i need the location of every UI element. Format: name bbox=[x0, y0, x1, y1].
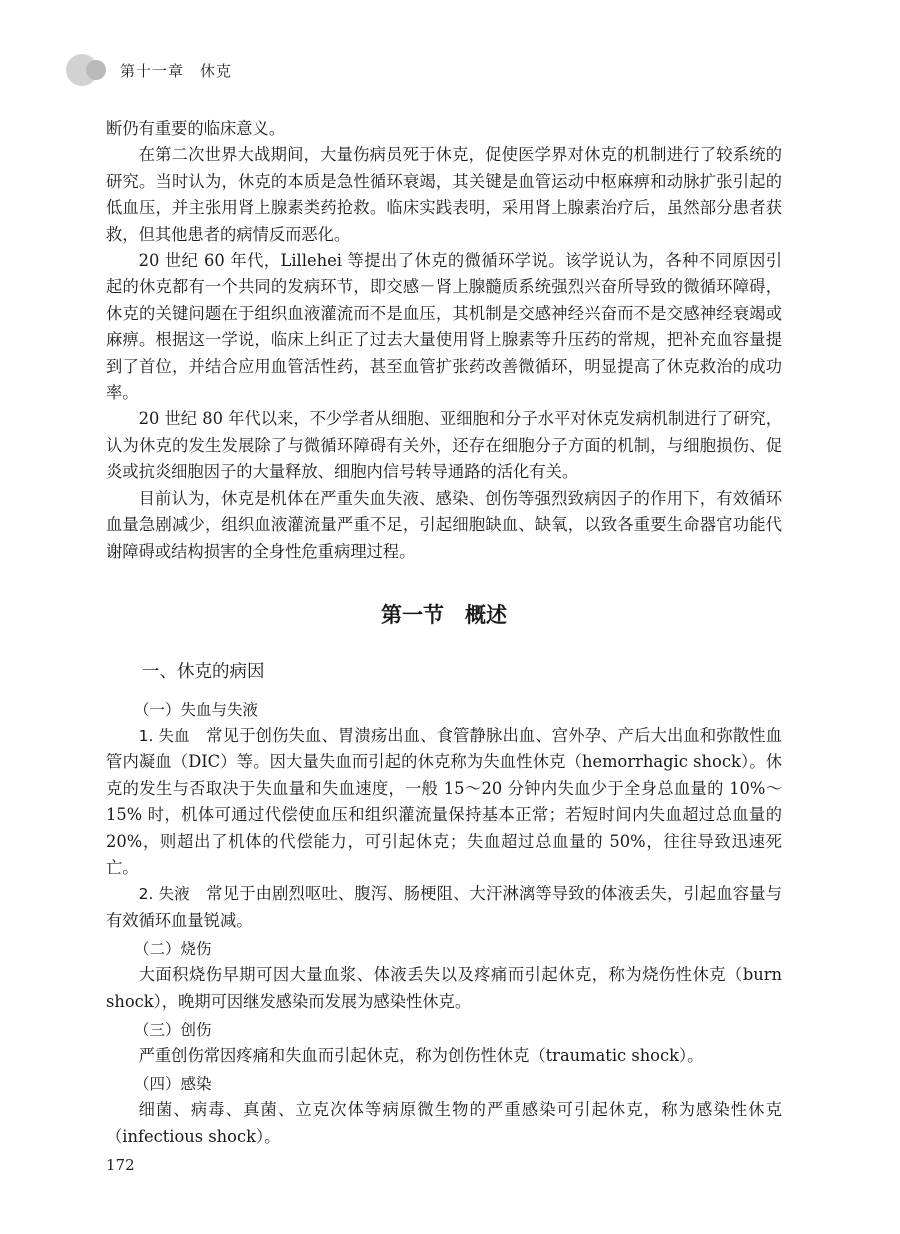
item-fluid-loss bbox=[106, 881, 782, 934]
subheading-trauma: （三）创伤 bbox=[134, 1020, 212, 1039]
chapter-circle-icon bbox=[66, 54, 112, 86]
paragraph-microcirculation: 20 世纪 60 年代，Lillehei 等提出了休克的微循环学说。该学说认为，各种不同原因引起的休克都有一个共同的发病环节，即交感－肾上腺髓质系统强烈兴奋所导致的微循环障碍，休克的关键问题在于组织血液灌流而不是血压，其机制是交感神经兴奋而不是交感神经衰竭或麻痹。根据这一学说，临床上纠正了过去大量使用肾上腺素等升压药的常规，把补充血容量提到了首位，并结合应用血管活性药，甚至血管扩张药改善微循环，明显提高了休克救治的成功率。 bbox=[106, 251, 782, 403]
subheading-blood-fluid-loss: （一）失血与失液 bbox=[134, 700, 259, 719]
page-body bbox=[106, 116, 782, 1150]
paragraph-continuation: 断仍有重要的临床意义。 bbox=[106, 119, 286, 138]
page-number: 172 bbox=[106, 1156, 135, 1174]
section-title: 第一节 概述 bbox=[381, 602, 507, 627]
heading-causes: 一、休克的病因 bbox=[142, 661, 265, 682]
running-header bbox=[66, 54, 232, 86]
paragraph-infection: 细菌、病毒、真菌、立克次体等病原微生物的严重感染可引起休克，称为感染性休克（infectious shock）。 bbox=[106, 1100, 782, 1146]
paragraph-molecular: 20 世纪 80 年代以来，不少学者从细胞、亚细胞和分子水平对休克发病机制进行了研究，认为休克的发生发展除了与微循环障碍有关外，还存在细胞分子方面的机制，与细胞损伤、促炎或抗炎细胞因子的大量释放、细胞内信号转导通路的活化有关。 bbox=[106, 409, 782, 482]
paragraph-burns: 大面积烧伤早期可因大量血浆、体液丢失以及疼痛而引起休克，称为烧伤性休克（burn shock），晚期可因继发感染而发展为感染性休克。 bbox=[106, 965, 782, 1011]
item-label: 2. 失液 bbox=[138, 885, 190, 904]
item-label: 1. 失血 bbox=[138, 726, 190, 745]
subheading-infection: （四）感染 bbox=[134, 1075, 212, 1094]
item-text: 常见于创伤失血、胃溃疡出血、食管静脉出血、宫外孕、产后大出血和弥散性血管内凝血（DIC）等。因大量失血而引起的休克称为失血性休克（hemorrhagic shock）。休克的发生与否取决于失血量和失血速度，一般 15～20 分钟内失血少于全身总血量的 10%～15% 时，机体可通过代偿使血压和组织灌流量保持基本正常；若短时间内失血超过总血量的 20%，则超出了机体的代偿能力，可引起休克；失血超过总血量的 50%，往往导致迅速死亡。 bbox=[106, 725, 782, 877]
item-blood-loss bbox=[106, 723, 782, 881]
chapter-title: 第十一章 休克 bbox=[120, 61, 233, 80]
paragraph-wwii: 在第二次世界大战期间，大量伤病员死于休克，促使医学界对休克的机制进行了较系统的研究。当时认为，休克的本质是急性循环衰竭，其关键是血管运动中枢麻痹和动脉扩张引起的低血压，并主张用肾上腺素类药抢救。临床实践表明，采用肾上腺素治疗后，虽然部分患者获救，但其他患者的病情反而恶化。 bbox=[106, 145, 782, 244]
item-text: 常见于由剧烈呕吐、腹泻、肠梗阻、大汗淋漓等导致的体液丢失，引起血容量与有效循环血量锐减。 bbox=[106, 884, 782, 930]
subheading-burns: （二）烧伤 bbox=[134, 940, 212, 959]
paragraph-definition: 目前认为，休克是机体在严重失血失液、感染、创伤等强烈致病因子的作用下，有效循环血量急剧减少，组织血液灌流量严重不足，引起细胞缺血、缺氧，以致各重要生命器官功能代谢障碍或结构损害的全身性危重病理过程。 bbox=[106, 488, 782, 561]
paragraph-trauma: 严重创伤常因疼痛和失血而引起休克，称为创伤性休克（traumatic shock）。 bbox=[138, 1045, 704, 1065]
